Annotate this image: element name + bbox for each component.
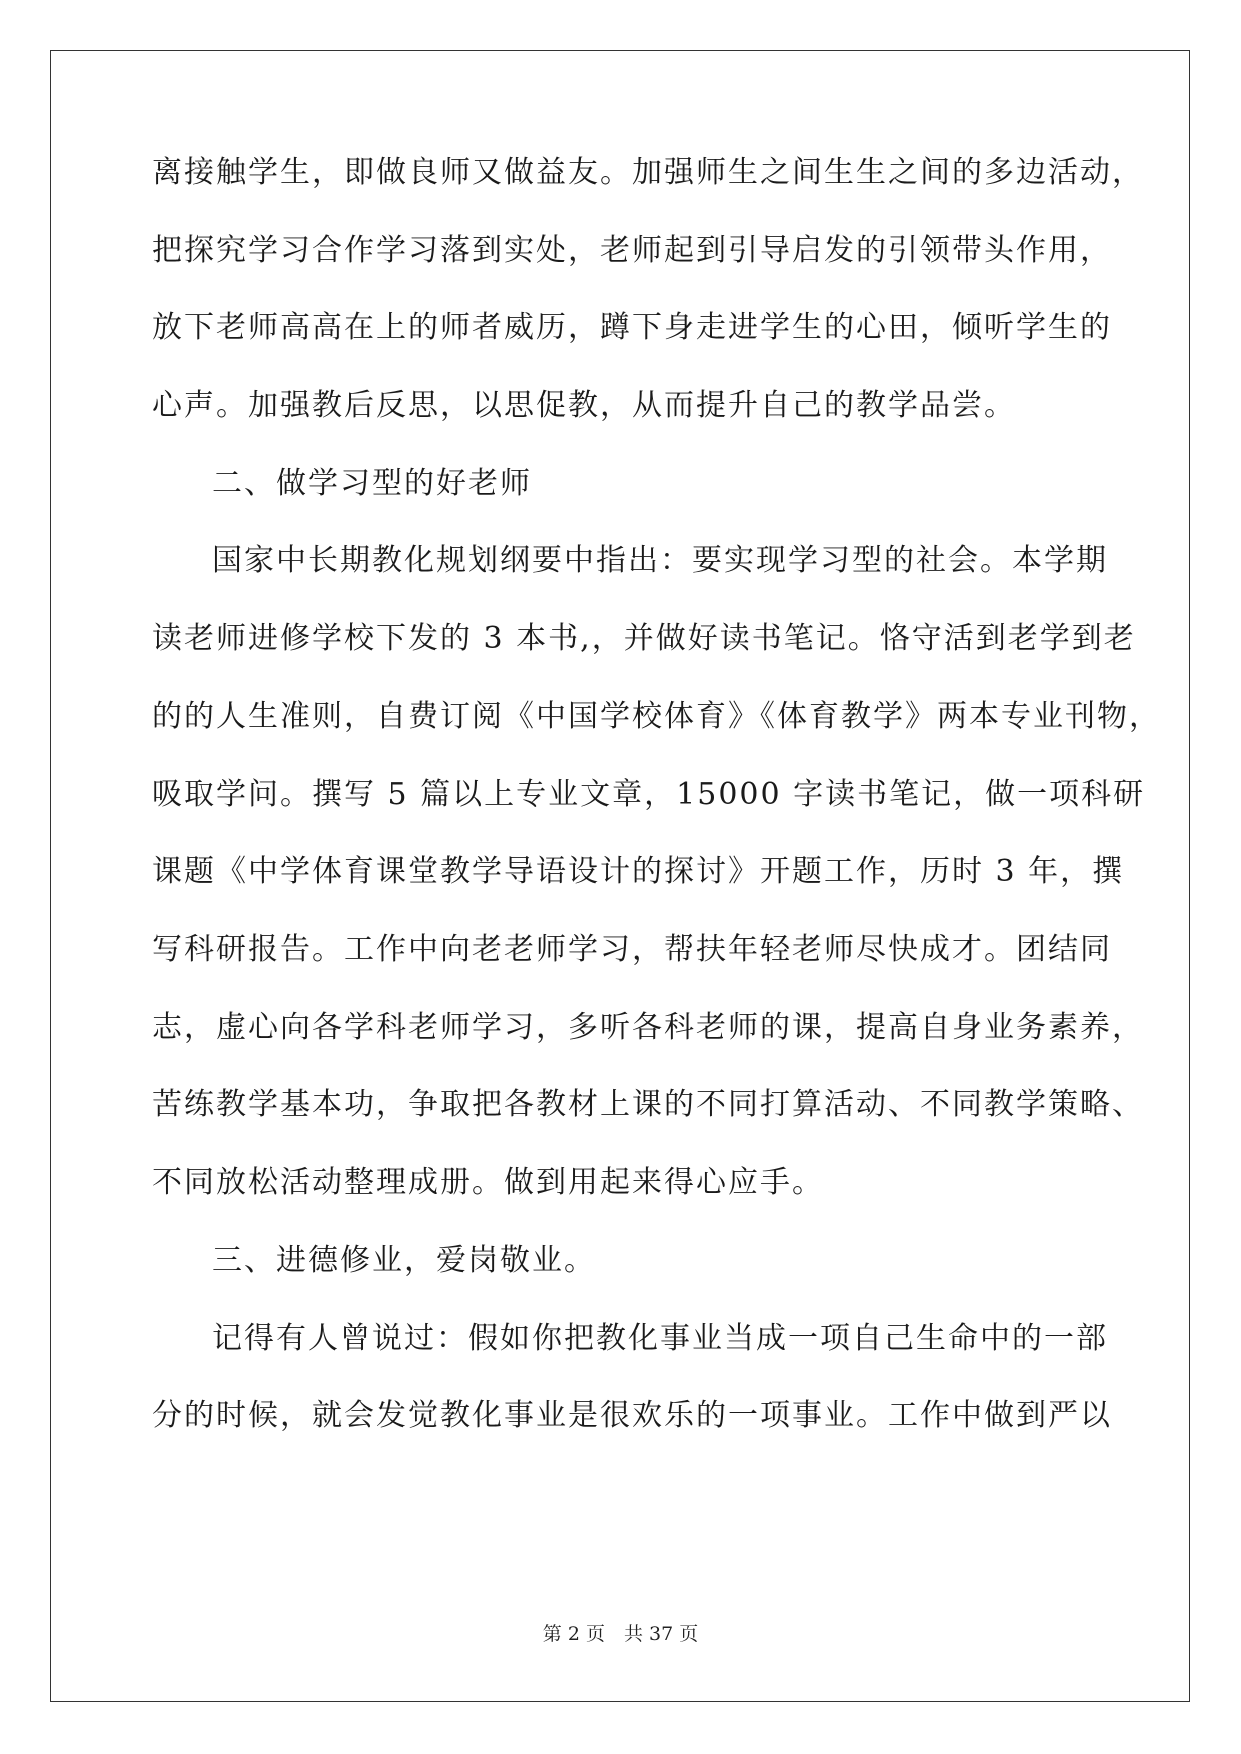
text-line: 心声。加强教后反思，以思促教，从而提升自己的教学品尝。 xyxy=(152,388,1016,423)
text-line: 放下老师高高在上的师者威历，蹲下身走进学生的心田，倾听学生的 xyxy=(152,310,1112,345)
text-line: 吸取学问。撰写 5 篇以上专业文章，15000 字读书笔记，做一项科研 xyxy=(152,777,1146,812)
text-line: 分的时候，就会发觉教化事业是很欢乐的一项事业。工作中做到严以 xyxy=(152,1398,1112,1433)
section-heading: 三、进德修业，爱岗敬业。 xyxy=(212,1243,596,1278)
text-line: 国家中长期教化规划纲要中指出：要实现学习型的社会。本学期 xyxy=(212,543,1108,578)
text-line: 离接触学生，即做良师又做益友。加强师生之间生生之间的多边活动， xyxy=(152,155,1144,190)
text-line: 不同放松活动整理成册。做到用起来得心应手。 xyxy=(152,1165,824,1200)
section-heading: 二、做学习型的好老师 xyxy=(212,466,532,501)
text-line: 写科研报告。工作中向老老师学习，帮扶年轻老师尽快成才。团结同 xyxy=(152,932,1112,967)
text-line: 志，虚心向各学科老师学习，多听各科老师的课，提高自身业务素养， xyxy=(152,1010,1144,1045)
text-line: 把探究学习合作学习落到实处，老师起到引导启发的引领带头作用， xyxy=(152,233,1112,268)
text-line: 的的人生准则，自费订阅《中国学校体育》《体育教学》两本专业刊物， xyxy=(152,699,1161,734)
text-line: 苦练教学基本功，争取把各教材上课的不同打算活动、不同教学策略、 xyxy=(152,1087,1144,1122)
text-line: 读老师进修学校下发的 3 本书,，并做好读书笔记。恪守活到老学到老 xyxy=(152,621,1136,656)
text-line: 记得有人曾说过：假如你把教化事业当成一项自己生命中的一部 xyxy=(212,1321,1108,1356)
page-number-footer: 第 2 页 共 37 页 xyxy=(542,1623,699,1645)
text-line: 课题《中学体育课堂教学导语设计的探讨》开题工作，历时 3 年，撰 xyxy=(152,854,1125,889)
